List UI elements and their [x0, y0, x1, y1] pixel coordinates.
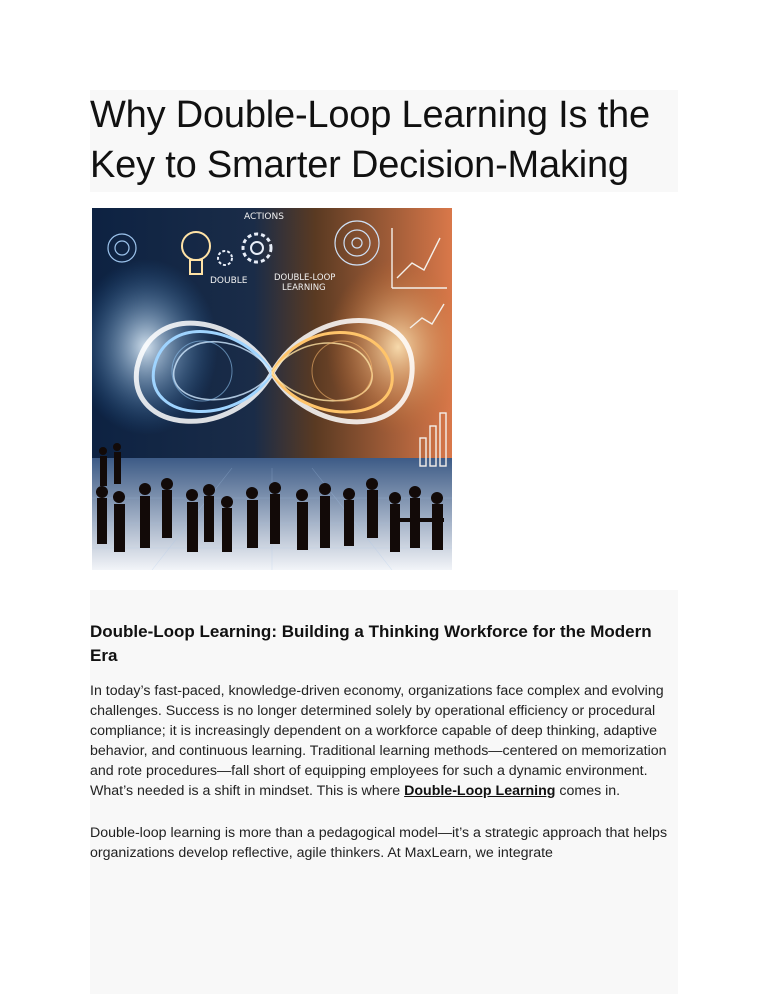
label-learning: LEARNING [282, 283, 326, 293]
hero-image [92, 208, 452, 570]
paragraph-1-text-before: In today’s fast-paced, knowledge-driven economy, organizations face complex and evolving challenges. Success is no longer determined solely by operational efficiency or procedural compliance; it is increasingly dependent on a workforce capable of deep thinking, adaptive behavior, and continuous learning. Traditional learning methods—centered on memorization and rote procedures—fall short of equipping employees for such a dynamic environment. What’s needed is a shift in mindset. This is where [90, 683, 667, 799]
paragraph-1-text-after: comes in. [555, 783, 621, 799]
article-body [90, 590, 678, 994]
paragraph-2: Double-loop learning is more than a pedagogical model—it’s a strategic approach that helps organizations develop reflective, agile thinkers. At MaxLearn, we integrate [90, 825, 668, 861]
double-loop-learning-link[interactable]: Double-Loop Learning [404, 783, 556, 799]
paragraph-1 [90, 681, 670, 801]
section-heading: Double-Loop Learning: Building a Thinking Workforce for the Modern Era [90, 622, 652, 665]
article-title: Why Double-Loop Learning Is the Key to Smarter Decision-Making [90, 94, 650, 186]
infinity-loop-illustration [92, 208, 452, 570]
label-actions: ACTIONS [244, 212, 284, 222]
label-double-loop: DOUBLE-LOOP [274, 273, 336, 283]
title-block [90, 90, 678, 192]
label-double: DOUBLE [210, 276, 248, 286]
